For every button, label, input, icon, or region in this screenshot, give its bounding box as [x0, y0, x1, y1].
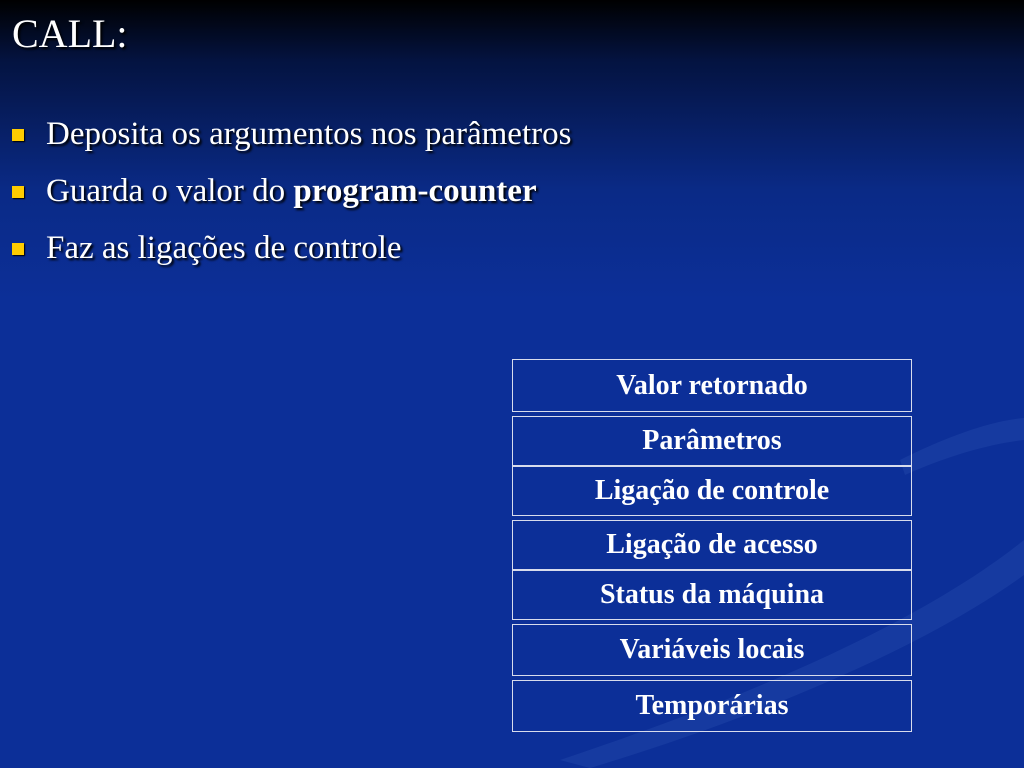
- bullet-item: [12, 220, 571, 277]
- slide-title: CALL:: [12, 11, 128, 56]
- square-bullet-icon: [12, 129, 24, 141]
- stack-box-parameters: Parâmetros: [512, 416, 912, 466]
- stack-box-machine-status: Status da máquina: [512, 570, 912, 620]
- stack-box-local-variables: Variáveis locais: [512, 624, 912, 676]
- bullet-text: Faz as ligações de controle: [46, 230, 402, 266]
- stack-box-access-link: Ligação de acesso: [512, 520, 912, 570]
- stack-box-temporaries: Temporárias: [512, 680, 912, 732]
- square-bullet-icon: [12, 186, 24, 198]
- bullet-text: Deposita os argumentos nos parâmetros: [46, 116, 572, 152]
- bullet-item: [12, 163, 571, 220]
- stack-box-return-value: Valor retornado: [512, 359, 912, 412]
- square-bullet-icon: [12, 243, 24, 255]
- bullet-list: [12, 106, 571, 277]
- bullet-item: [12, 106, 571, 163]
- bullet-text-bold: program-counter: [293, 173, 537, 209]
- bullet-text-regular: Guarda o valor do: [46, 173, 294, 209]
- bullet-text: [46, 173, 537, 210]
- stack-box-control-link: Ligação de controle: [512, 466, 912, 516]
